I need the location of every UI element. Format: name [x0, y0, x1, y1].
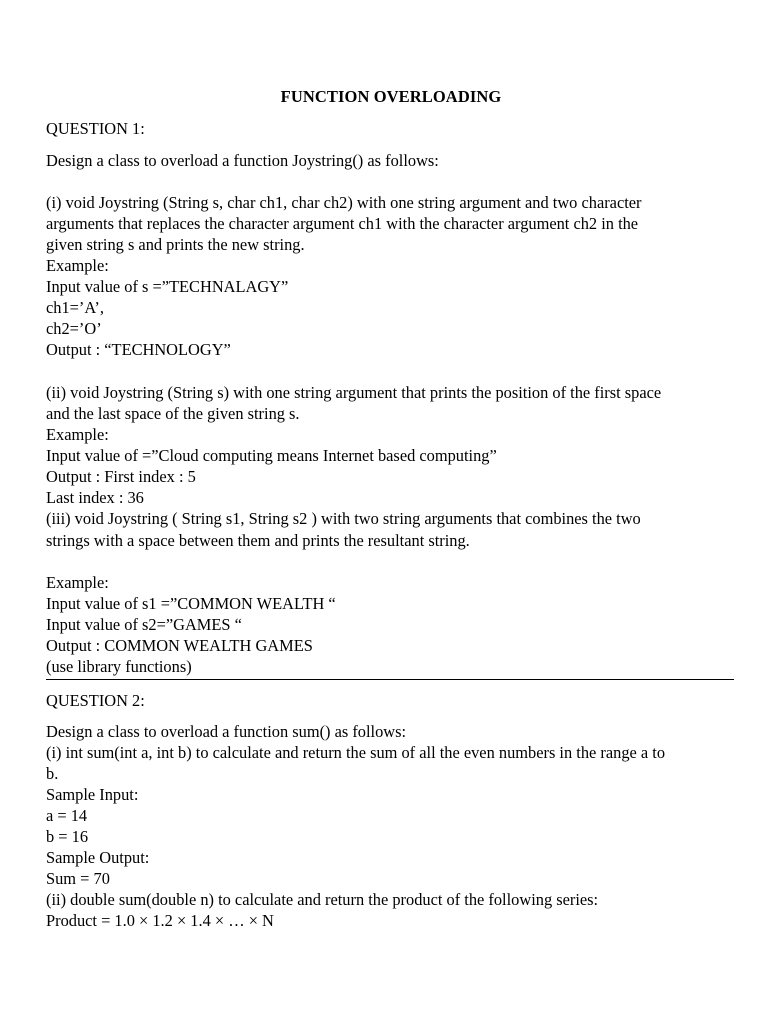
- text-line: Output : First index : 5: [46, 467, 196, 486]
- text-line: Input value of =”Cloud computing means Internet based computing”: [46, 446, 497, 465]
- text-line: Example:: [46, 425, 109, 444]
- text-line: Product = 1.0 × 1.2 × 1.4 × … × N: [46, 911, 274, 930]
- text-line: Input value of s2=”GAMES “: [46, 615, 242, 634]
- document-page: [46, 0, 736, 1024]
- text-line: Output : COMMON WEALTH GAMES: [46, 636, 313, 655]
- text-line: strings with a space between them and prints the resultant string.: [46, 531, 470, 550]
- text-line: Sample Input:: [46, 785, 139, 804]
- text-line: Sample Output:: [46, 848, 150, 867]
- text-line: and the last space of the given string s.: [46, 404, 300, 423]
- text-line: Example:: [46, 573, 109, 592]
- text-line: (iii) void Joystring ( String s1, String s2 ) with two string arguments that combines the two: [46, 509, 641, 528]
- text-line: b = 16: [46, 827, 89, 846]
- text-line: given string s and prints the new string.: [46, 235, 305, 254]
- text-line: ch1=’A’,: [46, 298, 104, 317]
- text-line: b.: [46, 764, 59, 783]
- text-line: ch2=’O’: [46, 319, 102, 338]
- text-line: (use library functions): [46, 657, 192, 676]
- question-1-heading: QUESTION 1:: [46, 119, 145, 138]
- text-line: Example:: [46, 256, 109, 275]
- text-line: a = 14: [46, 806, 88, 825]
- text-line: (i) void Joystring (String s, char ch1, char ch2) with one string argument and two character: [46, 193, 642, 212]
- text-line: Input value of s =”TECHNALAGY”: [46, 277, 289, 296]
- text-line: (i) int sum(int a, int b) to calculate and return the sum of all the even numbers in the range a to: [46, 743, 666, 762]
- text-line: Input value of s1 =”COMMON WEALTH “: [46, 594, 336, 613]
- text-line: Last index : 36: [46, 488, 144, 507]
- text-line: Design a class to overload a function sum() as follows:: [46, 722, 407, 741]
- document-title: FUNCTION OVERLOADING: [280, 87, 502, 106]
- text-line: Output : “TECHNOLOGY”: [46, 340, 231, 359]
- question-1-intro: Design a class to overload a function Joystring() as follows:: [46, 151, 439, 170]
- question-2-heading: QUESTION 2:: [46, 691, 145, 710]
- text-line: (ii) double sum(double n) to calculate and return the product of the following series:: [46, 890, 599, 909]
- text-line: (ii) void Joystring (String s) with one string argument that prints the position of the first space: [46, 383, 662, 402]
- section-divider: [46, 679, 734, 680]
- text-line: arguments that replaces the character argument ch1 with the character argument ch2 in the: [46, 214, 639, 233]
- text-line: Sum = 70: [46, 869, 110, 888]
